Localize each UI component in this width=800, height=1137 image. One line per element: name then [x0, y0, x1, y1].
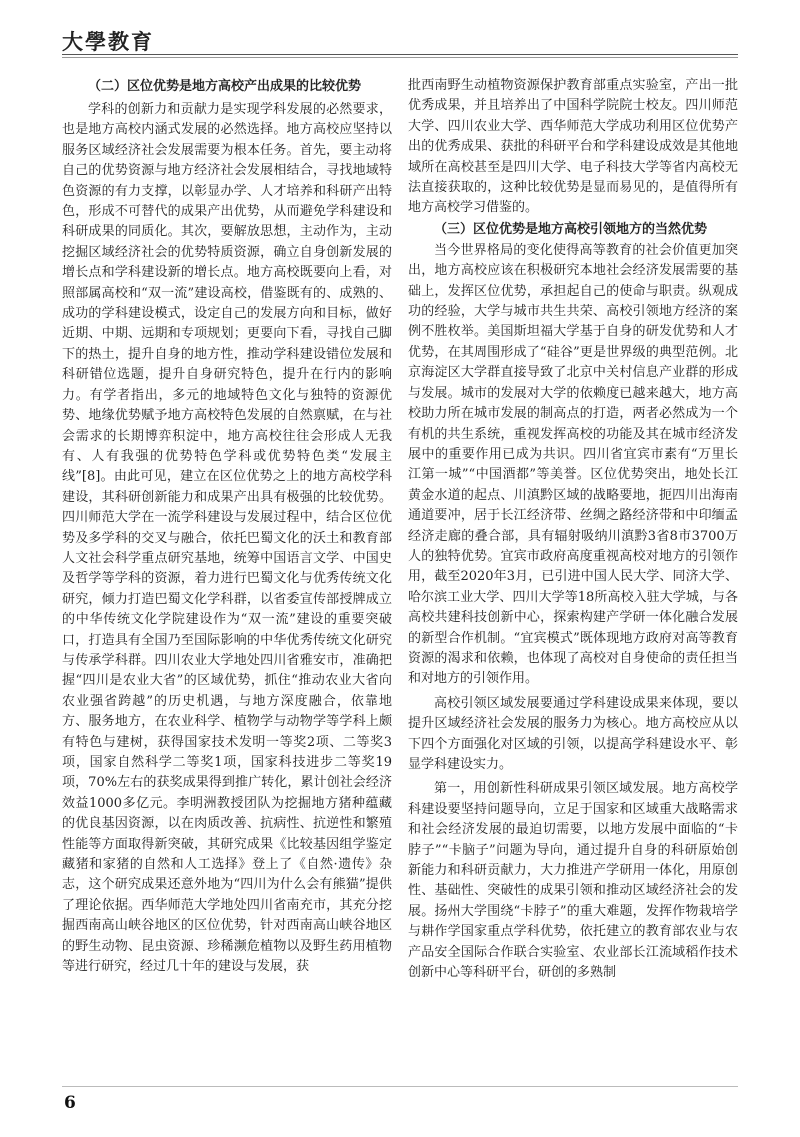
left-column: [62, 76, 392, 977]
section-heading-2: （二）区位优势是地方高校产出成果的比较优势: [88, 79, 362, 94]
body-paragraph-continuation: 批西南野生动植物资源保护教育部重点实验室，产出一批优秀成果，并且培养出了中国科学院院士校友。四川师范大学、四川农业大学、西华师范大学成功利用区位优势产出的优秀成果、获批的科研平台和学科建设成效是其他地域所在高校甚至是四川大学、电子科技大学等省内高校无法直接获取的，这种比较优势是显而易见的，是值得所有地方高校学习借鉴的。: [408, 78, 738, 216]
section-heading-3: （三）区位优势是地方高校引领地方的当然优势: [434, 221, 708, 237]
page-number: 6: [64, 1093, 76, 1113]
footer-rule: [62, 1086, 738, 1087]
header-rule: [62, 54, 738, 55]
header-rule-thin: [62, 57, 738, 58]
body-paragraph: 第一，用创新性科研成果引领区域发展。地方高校学科建设要坚持问题导向，立足于国家和区域重大战略需求和社会经济发展的最迫切需要，以地方发展中面临的“卡脖子”“卡脑子”问题为导向，通过提升自身的科研原始创新能力和科研贡献力，大力推进产学研用一体化，用原创性、基础性、突破性的成果引领和推动区域经济社会的发展。扬州大学围绕“卡脖子”的重大难题，发挥作物栽培学与耕作学国家重点学科优势，依托建立的教育部农业与农产品安全国际合作联合实验室、农业部长江流域稻作技术创新中心等科研平台，研创的多熟制: [408, 781, 738, 981]
body-paragraph: 高校引领区域发展要通过学科建设成果来体现，要以提升区域经济社会发展的服务力为核心。地方高校应从以下四个方面强化对区域的引领，以提高学科建设水平、彰显学科建设实力。: [408, 695, 738, 772]
right-column: [408, 76, 738, 983]
journal-title: 大學教育: [62, 29, 154, 54]
body-paragraph: 当今世界格局的变化使得高等教育的社会价值更加突出，地方高校应该在积极研究本地社会经济发展需要的基础上，发挥区位优势，承担起自己的使命与职责。纵观成功的经验，大学与城市共生共荣、高校引领地方经济的案例不胜枚举。美国斯坦福大学基于自身的研发优势和人才优势，在其周围形成了“硅谷”更是世界级的典型范例。北京海淀区大学群直接导致了北京中关村信息产业群的形成与发展。城市的发展对大学的依赖度已越来越大，地方高校助力所在城市发展的制高点的打造，两者必然成为一个有机的共生系统，重视发挥高校的功能及其在城市经济发展中的重要作用已成为共识。四川省宜宾市素有“万里长江第一城”“中国酒都”等美誉。区位优势突出，地处长江黄金水道的起点、川滇黔区域的战略要地，扼四川出海南通道要冲，居于长江经济带、丝绸之路经济带和中印缅孟经济走廊的叠合部，具有辐射吸纳川滇黔3省8市3700万人的独特优势。宜宾市政府高度重视高校对地方的引领作用，截至2020年3月，已引进中国人民大学、同济大学、哈尔滨工业大学、四川大学等18所高校入驻大学城，与各高校共建科技创新中心，探索构建产学研一体化融合发展的新型合作机制。“宜宾模式”既体现地方政府对高等教育资源的渴求和依赖，也体现了高校对自身使命的责任担当和对地方的引领作用。: [408, 242, 738, 687]
body-paragraph: 学科的创新力和贡献力是实现学科发展的必然要求，也是地方高校内涵式发展的必然选择。地方高校应坚持以服务区域经济社会发展需要为根本任务。首先，要主动将自己的优势资源与地方经济社会发展相结合，寻找地域特色资源的有力支撑，以彰显办学、人才培养和科研产出特色，形成不可替代的成果产出优势，从而避免学科建设和科研成果的同质化。其次，要解放思想，主动作为，主动挖掘区域经济社会的优势特质资源，确立自身创新发展的增长点和学科建设新的增长点。地方高校既要向上看，对照部属高校和“双一流”建设高校，借鉴既有的、成熟的、成功的学科建设模式，设定自己的发展方向和目标，做好近期、中期、远期和专项规划；更要向下看，寻找自己脚下的热土，提升自身的地方性，推动学科建设错位发展和科研错位选题，提升自身研究特色，提升在行内的影响力。有学者指出，多元的地域特色文化与独特的资源优势、地缘优势赋予地方高校特色发展的自然禀赋，在与社会需求的长期博弈积淀中，地方高校往往会形成人无我有、人有我强的优势特色学科或优势特色类“发展主线”[8]。由此可见，建立在区位优势之上的地方高校学科建设，其科研创新能力和成果产出具有极强的比较优势。四川师范大学在一流学科建设与发展过程中，结合区位优势及多学科的交叉与融合，依托巴蜀文化的沃土和教育部人文社会科学重点研究基地，统筹中国语言文学、中国史及哲学等学科的资源，着力进行巴蜀文化与优秀传统文化研究，倾力打造巴蜀文化学科群，以省委宣传部授牌成立的中华传统文化学院建设作为“双一流”建设的重要突破口，打造具有全国乃至国际影响的中华优秀传统文化研究与传承学科群。四川农业大学地处四川省雅安市，准确把握“四川是农业大省”的区域优势，抓住“推动农业大省向农业强省跨越”的历史机遇，与地方深度融合，依靠地方、服务地方，在农业科学、植物学与动物学等学科上颇有特色与建树，获得国家技术发明一等奖2项、二等奖3项，国家自然科学二等奖1项，国家科技进步二等奖19项，70%左右的获奖成果得到推广转化，累计创社会经济效益1000多亿元。李明洲教授团队为挖掘地方猪种蕴藏的优良基因资源，以在肉质改善、抗病性、抗逆性和繁殖性能等方面取得新突破，其研究成果《比较基因组学鉴定藏猪和家猪的自然和人工选择》登上了《自然·遗传》杂志，这个研究成果还意外地为“四川为什么会有熊猫”提供了理论依据。西华师范大学地处四川省南充市，其充分挖掘西南高山峡谷地区的区位优势，针对西南高山峡谷地区的野生动物、昆虫资源、珍稀濒危植物以及野生药用植物等进行研究，经过几十年的建设与发展，获: [62, 102, 392, 975]
